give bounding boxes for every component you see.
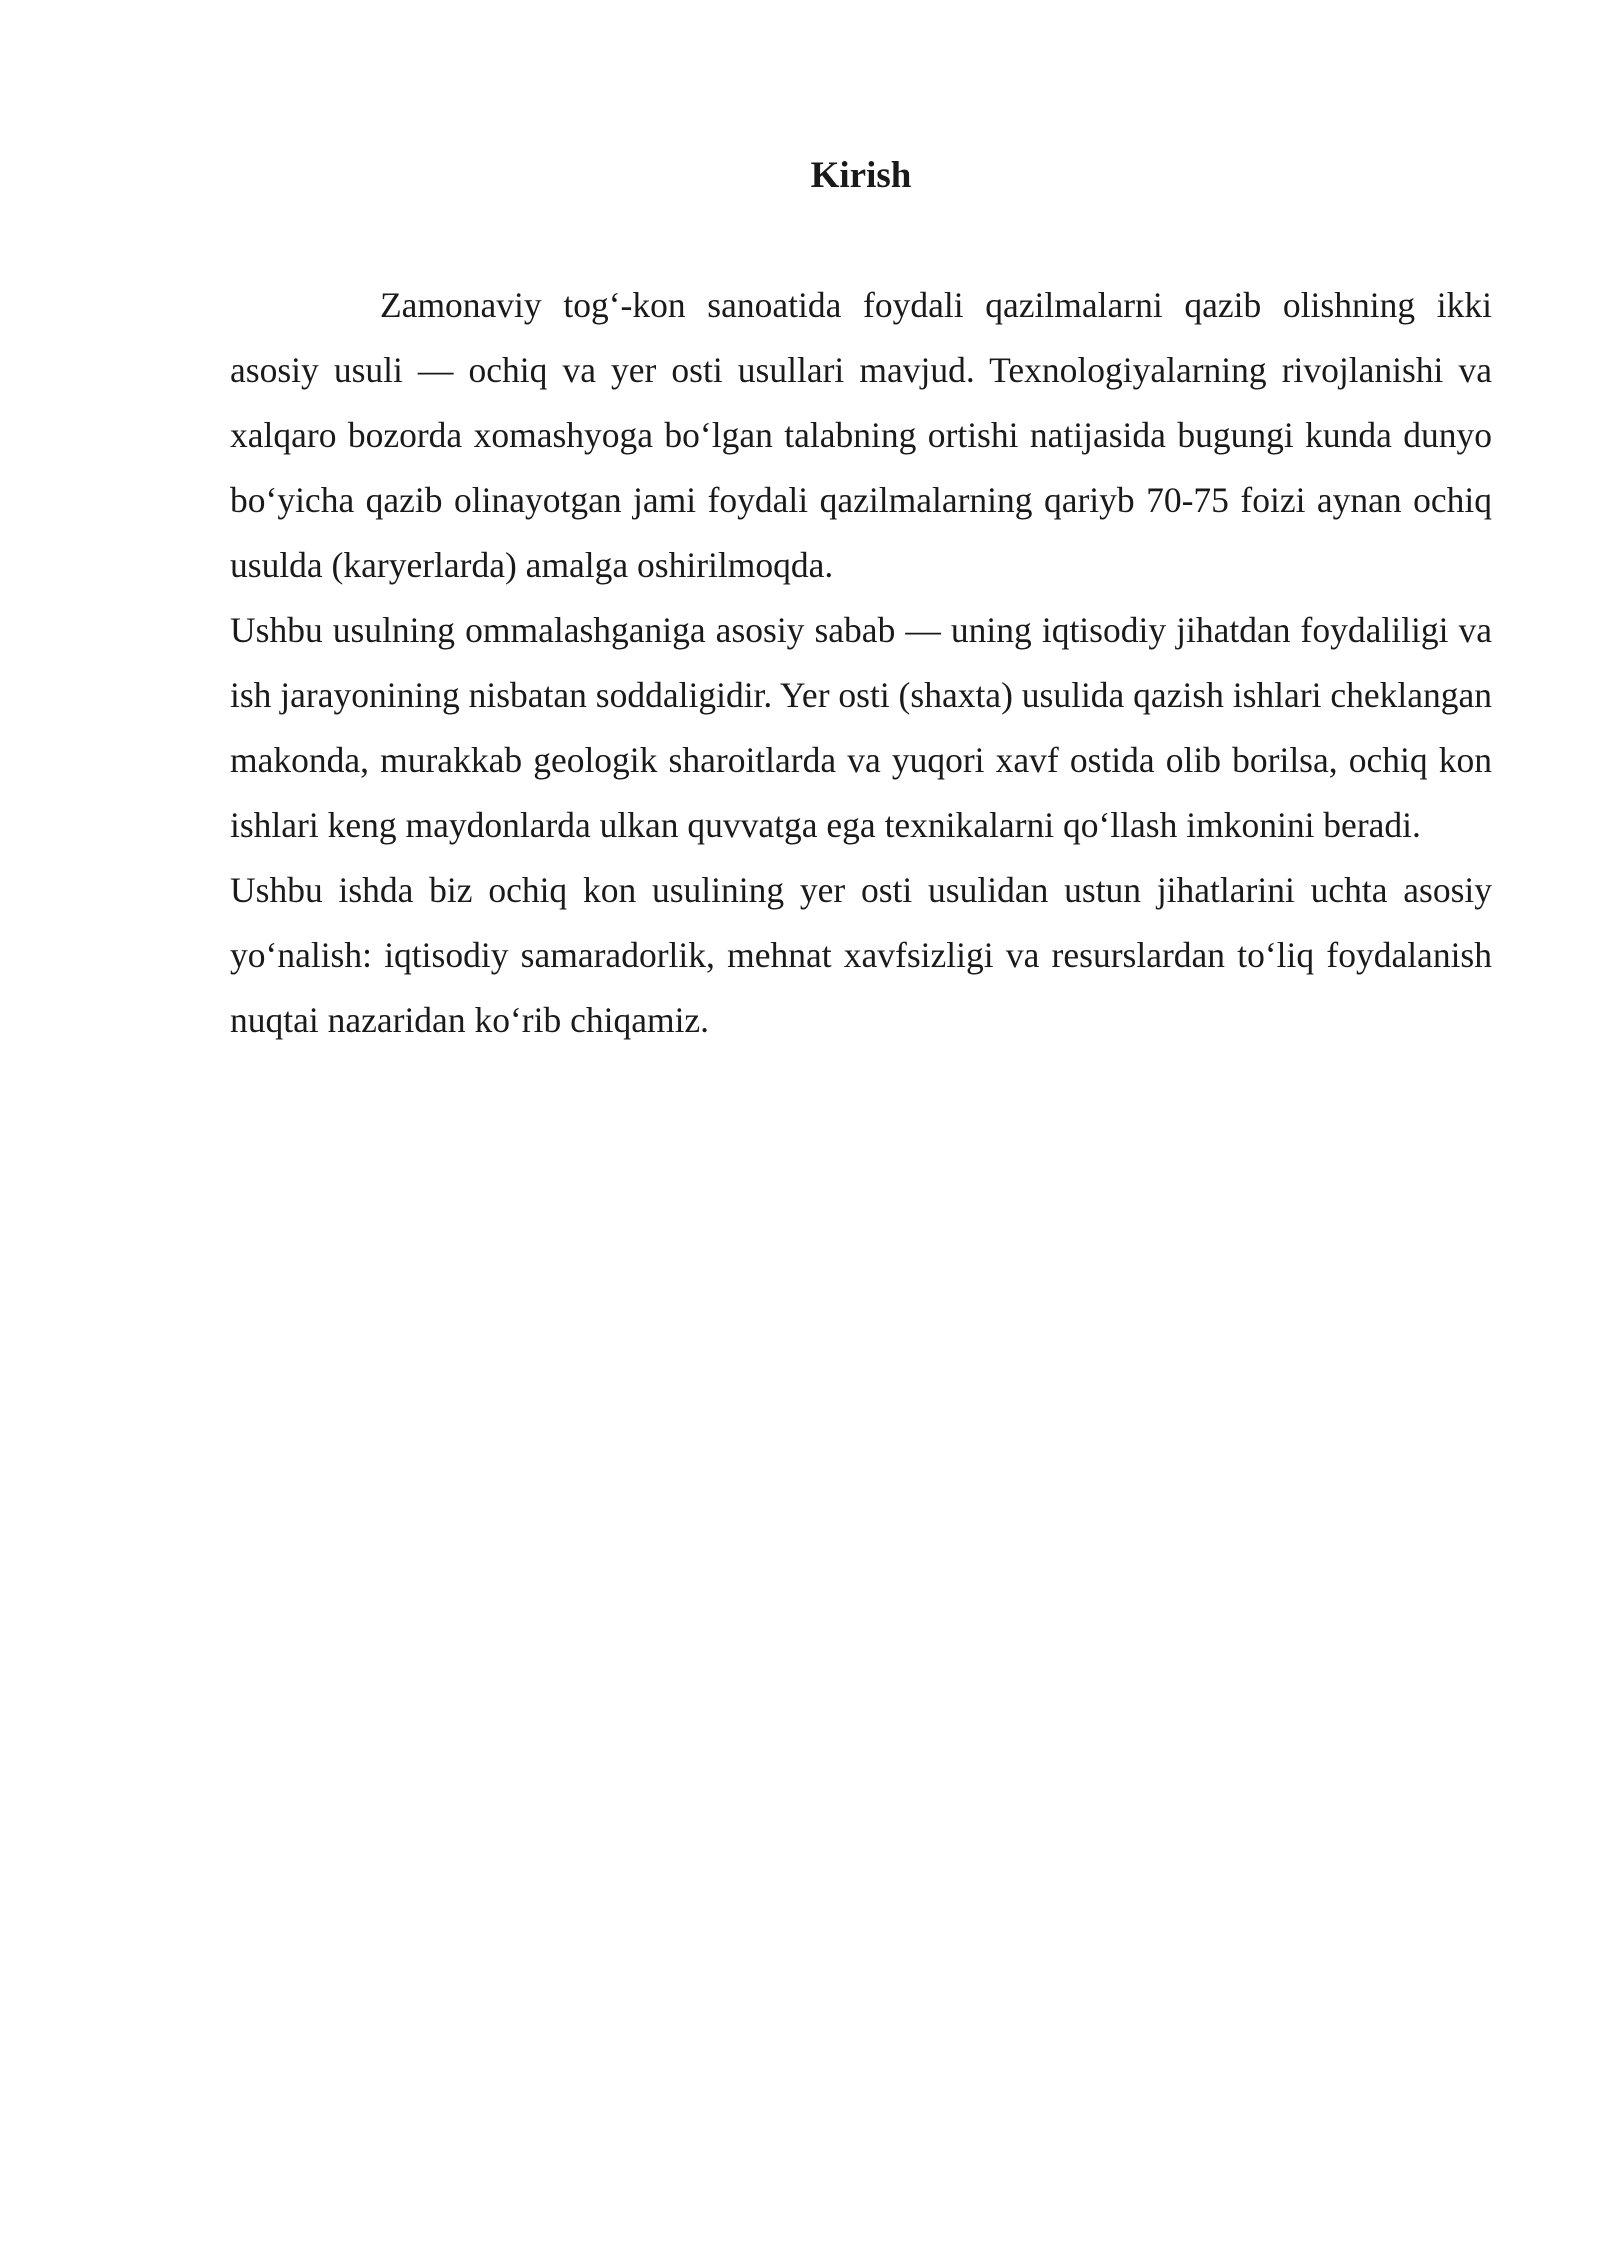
paragraph-reason: Ushbu usulning ommalashganiga asosiy sabab — uning iqtisodiy jihatdan foydaliligi va ish jarayonining nisbatan soddaligidir. Yer osti (shaxta) usulida qazish ishlari cheklangan makonda, murakkab geologik sharoitlarda va yuqori xavf ostida olib borilsa, ochiq kon ishlari keng maydonlarda ulkan quvvatga ega texnikalarni qo‘llash imkonini beradi.: [230, 610, 1493, 845]
paragraph-scope: Ushbu ishda biz ochiq kon usulining yer osti usulidan ustun jihatlarini uchta asosiy yo‘nalish: iqtisodiy samaradorlik, mehnat xavfsizligi va resurslardan to‘liq foydalanish nuqtai nazaridan ko‘rib chiqamiz.: [230, 870, 1492, 1040]
paragraph-intro: Zamonaviy tog‘-kon sanoatida foydali qazilmalarni qazib olishning ikki asosiy usuli — ochiq va yer osti usullari mavjud. Texnologiyalarning rivojlanishi va xalqaro bozorda xomashyoga bo‘lgan talabning ortishi natijasida bugungi kunda dunyo bo‘yicha qazib olinayotgan jami foydali qazilmalarning qariyb 70-75 foizi aynan ochiq usulda (karyerlarda) amalga oshirilmoqda.: [230, 285, 1492, 585]
page-title: Kirish: [810, 155, 912, 196]
page-content: [230, 150, 1492, 1053]
